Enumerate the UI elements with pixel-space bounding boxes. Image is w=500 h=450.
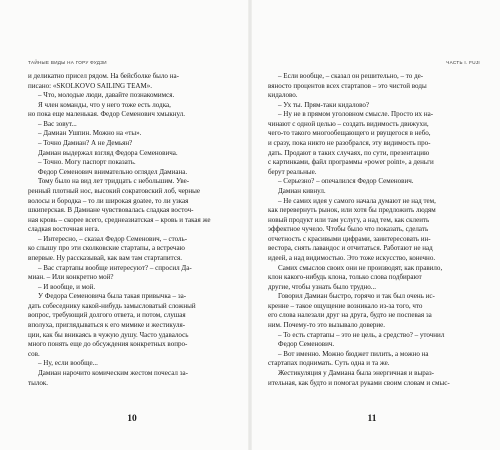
right-page — [254, 0, 490, 450]
text-line: отчетность с красивыми цифрами, заинтересовать ин- — [268, 234, 431, 243]
text-line: Федор Семенович внимательно оглядел Дамиана. — [38, 167, 188, 176]
text-line: эффектное чучело. Чтобы было что показать, сделать — [268, 225, 429, 234]
text-line: – Серьезно? – опечалился Федор Семенович. — [278, 177, 414, 186]
text-line: берут реальные. — [268, 167, 317, 176]
text-line: дать собеседнику какой-нибудь замысловатый сложный — [28, 301, 196, 310]
text-line: Дамиан нарочито комическим жестом почесал за- — [38, 368, 188, 377]
text-line: – Ну, если вообще... — [38, 359, 98, 368]
text-line: ции, как бы вникаясь в чужую душу. Часто удавалось — [28, 330, 189, 339]
page-number-right: 11 — [367, 414, 377, 424]
text-line: другие, чтобы узнать было трудно... — [268, 282, 377, 291]
text-line: – Точно. Могу паспорт показать. — [38, 158, 136, 167]
text-line: вяносто процентов всех стартапов – это чистой воды — [268, 81, 427, 90]
text-line: его слова налезали друг на друга, будто не поспевая за — [268, 311, 432, 320]
text-line: клон какого-нибудь клона, только слова подбирают — [268, 273, 422, 282]
text-line: – И вообще, и мой. — [38, 282, 96, 291]
running-head-left: ТАЙНЫЕ ВИДЫ НА ГОРУ ФУДЗИ — [28, 60, 107, 65]
text-line: и деликатно присел рядом. На бейсболке было на- — [28, 72, 179, 80]
text-line: как перевернуть рынок, или хотя бы предложить людям — [268, 206, 436, 215]
text-line: миан. – Или конкретно мой? — [28, 273, 114, 282]
text-line: – Вас стартапы вообще интересуют? – спросил Да- — [38, 263, 192, 272]
text-line: шкиперская. В Дамиане чувствовалась сладкая восточ- — [28, 206, 194, 215]
text-line: Тому было на вид лет тридцать с небольшим. Уве- — [38, 177, 190, 186]
text-line: вестора, снять лавандос и отчитаться. Работают не над — [268, 244, 433, 253]
text-line: чего-то такого многообещающего и рвущегося в небо, — [268, 129, 431, 138]
text-line: Говорил Дамиан быстро, горячо и так был очень ис- — [278, 292, 435, 301]
text-line: волосы и бородка – то ли широкая goatee, то ли узкая — [28, 196, 189, 205]
page-number-left: 10 — [127, 414, 137, 424]
text-line: и сразу, пока никто не разобрался, эту видимость про- — [268, 139, 431, 148]
book-gutter — [248, 0, 252, 450]
text-line: ительная, как будто и помогал руками своим словам и смыс- — [268, 378, 450, 387]
text-line: – Вот именно. Можно бюджет пилить, а можно на — [278, 349, 429, 358]
text-line: Дамиан выдержал взгляд Федора Семеновича. — [38, 148, 178, 157]
text-line: стартапах поднимать. Суть одна и та же. — [268, 359, 390, 368]
running-head-right: ЧАСТЬ I. FUJI — [446, 60, 480, 65]
text-line: – Интересно, – сказал Федор Семенович, – столь- — [38, 234, 188, 243]
text-line: вопрос, требующий долгого ответа, и потом, слушая — [28, 311, 186, 320]
text-line: – Ух ты. Прям-таки кидалово? — [278, 100, 370, 109]
text-line: тылок. — [28, 378, 49, 387]
text-line: но пока еще маленькая. Федор Семенович хмыкнул. — [28, 110, 186, 119]
text-line: Федор Семенович. — [278, 340, 335, 349]
text-line: идеей, а над видимостью. Это тоже искусство, конечно. — [268, 253, 436, 262]
text-line: У Федора Семеновича была такая привычка – за- — [38, 292, 187, 301]
text-line: сладкая восточная нега. — [28, 225, 100, 234]
text-line: Дамиан кивнул. — [278, 186, 326, 195]
text-line: чинают с одной целью – создать видимость движухи, — [268, 119, 429, 128]
text-line: – Вас зовут... — [38, 119, 77, 128]
text-line: – Что, молодые люди, давайте познакомимся. — [38, 91, 175, 100]
text-line: Жестикуляция у Дамиана была энергичная и выраз- — [278, 368, 434, 377]
text-line: впервые. Ну рассказывай, как вам там стартапится. — [28, 253, 182, 262]
text-line: ренный плотный нос, высокий сократовский лоб, черные — [28, 186, 201, 195]
right-body-text — [268, 72, 464, 388]
text-line: с картинками, файл программы «power point», а деньги — [268, 158, 434, 167]
text-line: ним. Почему-то это вызывало доверие. — [268, 321, 386, 330]
text-line: – То есть стартапы – это не цель, а средство? – уточнил — [278, 330, 445, 339]
text-line: писано: «SKOLKOVO SAILING TEAM». — [28, 81, 153, 90]
text-line: – Если вообще, – сказал он решительно, – то де- — [278, 72, 424, 80]
text-line: ная кровь – скорее всего, среднеазиатская – кровь и такая же — [28, 215, 211, 224]
text-line: ко слышу про эти сколковские стартапы, а встречаю — [28, 244, 185, 253]
text-line: новый продукт или там услугу, а над тем, как склеить — [268, 215, 430, 224]
text-line: дать. Продают в таких случаях, по сути, презентацию — [268, 148, 430, 157]
text-line: – Дамиан Ушпин. Можно на «ты». — [38, 129, 142, 138]
text-line: – Ну не в прямом уголовном смысле. Просто их на- — [278, 110, 434, 119]
text-line: Самих смыслов своих они не производят, как правило, — [278, 263, 443, 272]
text-line: – Точно Дамиан? А не Демьян? — [38, 139, 133, 148]
left-body-text — [28, 72, 224, 388]
text-line: – Не самих идея у самого начала думают не над тем, — [278, 196, 436, 205]
text-line: сов. — [28, 349, 40, 358]
text-line: много понять еще до обсуждения конкретных вопро- — [28, 340, 188, 349]
text-line: кренне – такое ощущение возникало из-за того, что — [268, 301, 423, 310]
left-page — [14, 0, 250, 450]
text-line: кидалово. — [268, 91, 298, 100]
text-line: вполуха, приглядываться к его мимике и жестикуля- — [28, 321, 186, 330]
text-line: Я член команды, что у него тоже есть лодка, — [38, 100, 171, 109]
